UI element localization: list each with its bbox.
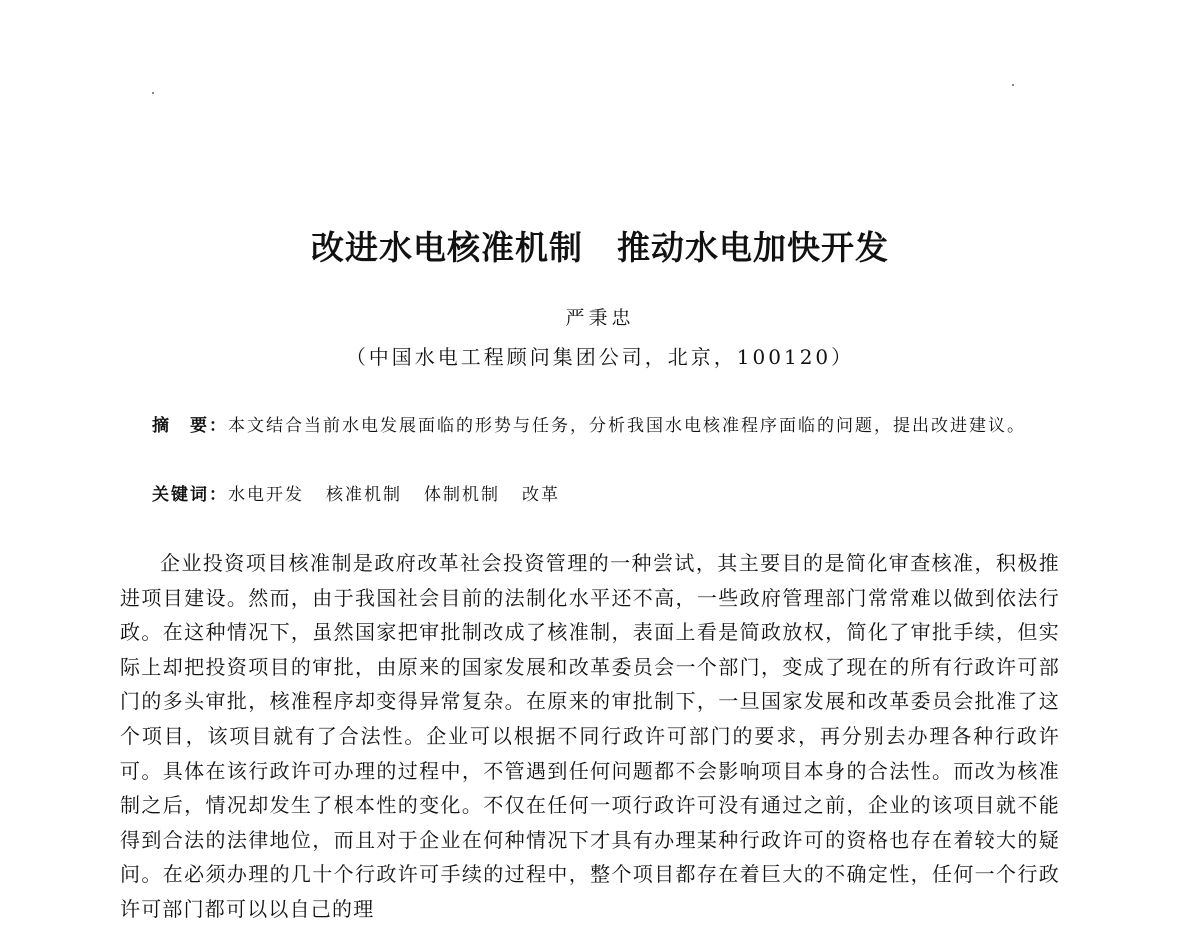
abstract-text: 本文结合当前水电发展面临的形势与任务，分析我国水电核准程序面临的问题，提出改进建议。 xyxy=(228,416,1026,436)
abstract xyxy=(152,410,1032,442)
keyword-item: 核准机制 xyxy=(326,485,402,505)
keywords-label: 关键词： xyxy=(152,485,228,505)
scan-artifact-left xyxy=(152,92,154,94)
paper-title: 改进水电核准机制 推动水电加快开发 xyxy=(311,228,889,267)
keyword-item: 水电开发 xyxy=(228,485,304,505)
author-name: 严秉忠 xyxy=(565,307,635,329)
keywords xyxy=(152,481,1032,509)
keyword-item: 改革 xyxy=(522,485,560,505)
abstract-label: 摘 要： xyxy=(152,416,228,436)
author-affiliation: （中国水电工程顾问集团公司，北京，100120） xyxy=(345,345,855,369)
body-paragraph: 企业投资项目核准制是政府改革社会投资管理的一种尝试，其主要目的是简化审查核准，积极推进项目建设。然而，由于我国社会目前的法制化水平还不高，一些政府管理部门常常难以做到依法行政。在这种情况下，虽然国家把审批制改成了核准制，表面上看是简政放权，简化了审批手续，但实际上却把投资项目的审批，由原来的国家发展和改革委员会一个部门，变成了现在的所有行政许可部门的多头审批，核准程序却变得异常复杂。在原来的审批制下，一旦国家发展和改革委员会批准了这个项目，该项目就有了合法性。企业可以根据不同行政许可部门的要求，再分别去办理各种行政许可。具体在该行政许可办理的过程中，不管遇到任何问题都不会影响项目本身的合法性。而改为核准制之后，情况却发生了根本性的变化。不仅在任何一项行政许可没有通过之前，企业的该项目就不能得到合法的法律地位，而且对于企业在何种情况下才具有办理某种行政许可的资格也存在着较大的疑问。在必须办理的几十个行政许可手续的过程中，整个项目都存在着巨大的不确定性，任何一个行政许可部门都可以以自己的理 xyxy=(120,551,1060,921)
keyword-item: 体制机制 xyxy=(424,485,500,505)
scan-artifact-right xyxy=(1012,84,1014,86)
